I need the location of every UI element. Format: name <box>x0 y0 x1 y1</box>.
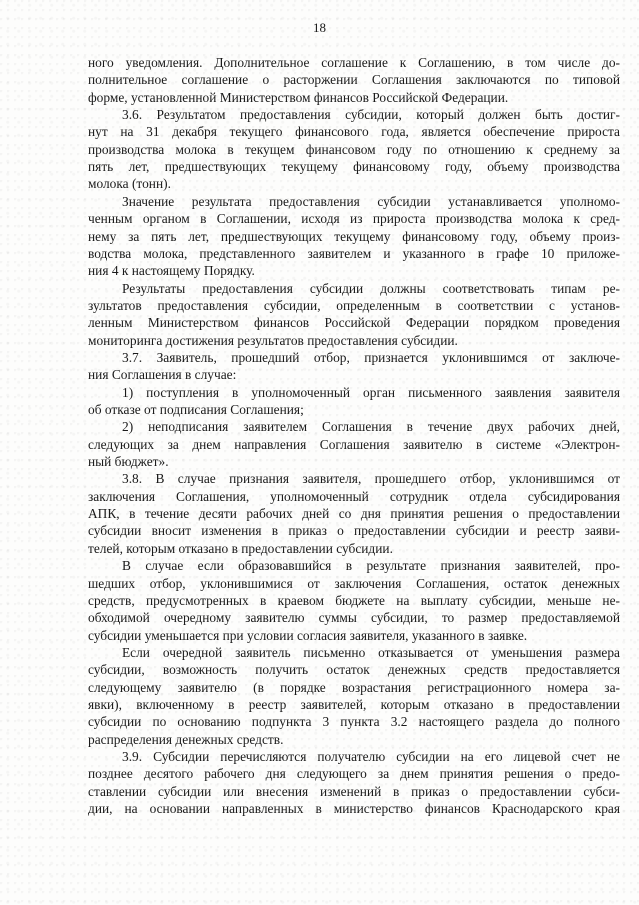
text-line: субсидии вносит изменения в приказ о предоставлении субсидии и реестр заяви- <box>88 523 620 539</box>
text-line: 1) поступления в уполномоченный орган письменного заявления заявителя <box>122 384 620 400</box>
page-number: 18 <box>313 20 326 35</box>
text-line: субсидии по основанию подпункта 3 пункта 3.2 настоящего раздела до полного <box>88 714 620 730</box>
text-line: 2) неподписания заявителем Соглашения в течение двух рабочих дней, <box>122 419 620 435</box>
text-line: об отказе от подписания Соглашения; <box>88 402 304 417</box>
text-line: субсидии, возможность получить остаток денежных средств предоставляется <box>88 662 620 678</box>
text-line: ния 4 к настоящему Порядку. <box>88 263 255 279</box>
text-line: АПК, в течение десяти рабочих дней со дня принятия решения о предоставлении <box>88 506 620 522</box>
text-line: 3.6. Результатом предоставления субсидии, который должен быть достиг- <box>122 107 620 123</box>
text-line: ленным Министерством финансов Российской Федерации порядком проведения <box>88 315 620 331</box>
text-line: ченным органом в Соглашении, исходя из прироста производства молока к сред- <box>88 211 620 227</box>
text-line: заключения Соглашения, уполномоченный сотрудник отдела субсидирования <box>88 488 620 504</box>
text-line: В случае если образовавшийся в результате признания заявителей, про- <box>122 558 620 574</box>
text-line: распределения денежных средств. <box>88 731 284 747</box>
text-line: шедших отбор, уклонившимися от заключения Соглашения, остаток денежных <box>88 575 620 591</box>
text-line: Значение результата предоставления субсидии устанавливается уполномо- <box>122 193 620 209</box>
text-line: ния Соглашения в случае: <box>88 367 237 383</box>
text-line: пять лет, предшествующих текущему финансовому году, объему производства <box>88 159 620 175</box>
text-line: форме, установленной Министерством финансов Российской Федерации. <box>88 89 509 105</box>
text-line: явки), включенному в реестр заявителей, которым отказано в предоставлении <box>88 696 620 712</box>
text-line: Если очередной заявитель письменно отказывается от уменьшения размера <box>122 644 620 660</box>
text-line: позднее десятого рабочего дня следующего за днем принятия решения о предо- <box>88 766 620 782</box>
text-line: нему за пять лет, предшествующих текущему финансовому году, объему произ- <box>88 228 620 244</box>
text-line: субсидии уменьшается при условии согласия заявителя, указанного в заявке. <box>88 627 528 643</box>
text-line: 3.8. В случае признания заявителя, прошедшего отбор, уклонившимся от <box>122 471 620 487</box>
text-line: дии, на основании направленных в министерство финансов Краснодарского края <box>88 801 620 817</box>
text-line: мониторинга достижения результатов предоставления субсидии. <box>88 332 458 348</box>
text-line: телей, которым отказано в предоставлении субсидии. <box>88 540 393 556</box>
text-line: следующих за днем направления Соглашения заявителю в системе «Электрон- <box>88 436 620 452</box>
text-line: полнительное соглашение о расторжении Соглашения заключаются по типовой <box>88 72 620 88</box>
text-line: ный бюджет». <box>88 454 169 470</box>
text-line: ставлении субсидии или внесения изменений в приказ о предоставлении субси- <box>88 783 620 799</box>
text-line: производства молока в текущем финансовом году по отношению к среднему за <box>88 141 620 157</box>
text-line: зультатов предоставления субсидии, определенным в соответствии с установ- <box>88 297 620 313</box>
text-line: обходимой очередному заявителю суммы субсидии, то размер предоставляемой <box>88 610 620 626</box>
text-line: следующему заявителю (в порядке возрастания регистрационного номера за- <box>88 679 620 695</box>
text-line: водства молока, представленного заявителем и указанного в графе 10 приложе- <box>88 245 620 261</box>
text-line: Результаты предоставления субсидии должны соответствовать типам ре- <box>122 280 620 296</box>
text-line: нут на 31 декабря текущего финансового года, является обеспечение прироста <box>88 124 620 140</box>
text-line: ного уведомления. Дополнительное соглашение к Соглашению, в том числе до- <box>88 55 620 70</box>
text-line: молока (тонн). <box>88 176 171 192</box>
text-line: 3.7. Заявитель, прошедший отбор, признается уклонившимся от заключе- <box>122 349 620 365</box>
text-line: средств, предусмотренных в краевом бюджете на выплату субсидии, меньше не- <box>88 592 620 608</box>
text-line: 3.9. Субсидии перечисляются получателю субсидии на его лицевой счет не <box>122 749 620 764</box>
